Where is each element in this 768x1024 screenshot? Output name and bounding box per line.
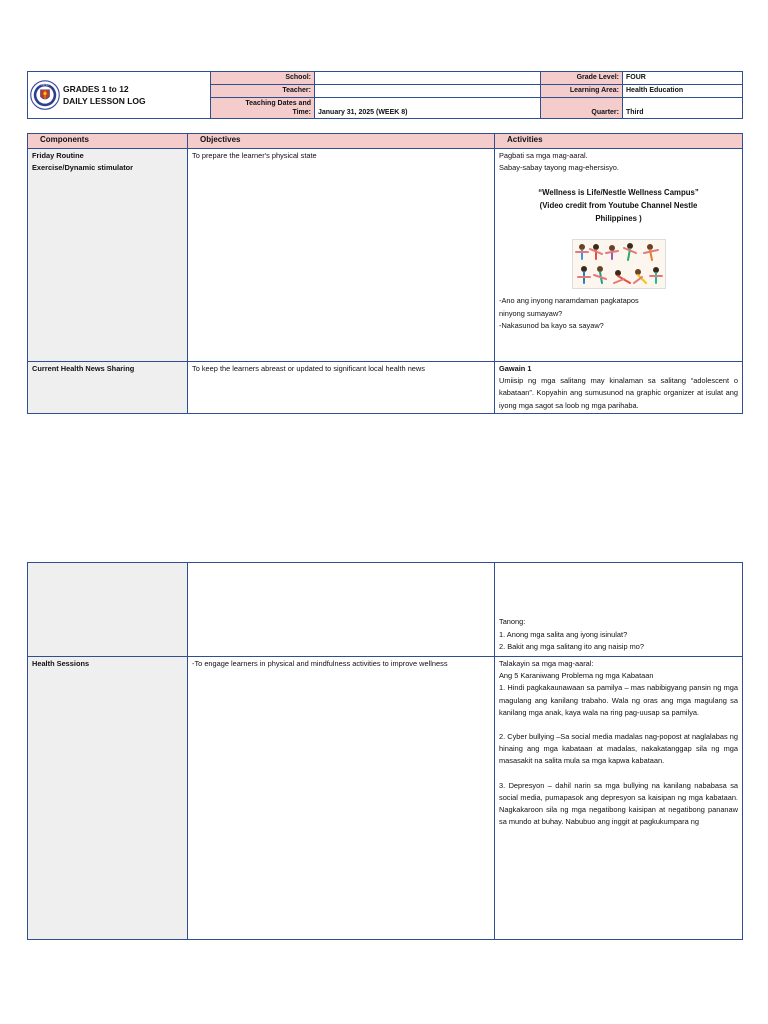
column-header-objectives: Objectives: [188, 134, 495, 149]
school-label: School:: [211, 72, 315, 85]
gawain-instructions: Umiisip ng mga salitang may kinalaman sa salitang “adolescent o kabataan”. Kopyahin ang sumusunod na graphic organizer at isulat ang iyong mga sagot sa loob ng mga parihaba.: [499, 376, 738, 410]
discussion-intro: Talakayin sa mga mag-aaral:: [499, 659, 594, 668]
exercising-kids-illustration: [572, 239, 666, 289]
header-title-line2: DAILY LESSON LOG: [63, 96, 146, 106]
component-cell: [28, 149, 188, 362]
objective-cell: [188, 563, 495, 657]
component-cell: Current Health News Sharing: [28, 362, 188, 414]
teaching-dates-label-1: Teaching Dates and: [245, 100, 311, 107]
objective-cell: To keep the learners abreast or updated to significant local health news: [188, 362, 495, 414]
video-title: “Wellness is Life/Nestle Wellness Campus”: [538, 188, 699, 198]
activity-question: ninyong sumayaw?: [499, 308, 563, 318]
teacher-label: Teacher:: [211, 85, 315, 98]
objective-cell: -To engage learners in physical and mindfulness activities to improve wellness: [188, 657, 495, 940]
table-row-health-sessions: [28, 657, 743, 940]
activity-text: Sabay-sabay tayong mag-ehersisyo.: [499, 163, 619, 173]
teaching-dates-value: January 31, 2025 (WEEK 8): [315, 98, 541, 119]
table-row-health-news-continued: [28, 563, 743, 657]
activities-cell: [495, 563, 743, 657]
header-title-line1: GRADES 1 to 12: [63, 84, 129, 94]
learning-area-label: Learning Area:: [541, 85, 623, 98]
grade-level-label: Grade Level:: [541, 72, 623, 85]
activity-question: -Nakasunod ba kayo sa sayaw?: [499, 320, 604, 330]
tanong-question: 2. Bakit ang mga salitang ito ang naisip mo?: [499, 641, 645, 651]
table-row-health-news: [28, 362, 743, 414]
video-credit: (Video credit from Youtube Channel Nestle: [539, 201, 698, 211]
lesson-log-header: [27, 71, 743, 119]
activities-cell: [495, 149, 743, 362]
deped-seal-icon: [30, 80, 60, 110]
activity-text: Pagbati sa mga mag-aaral.: [499, 151, 588, 160]
objective-cell: To prepare the learner's physical state: [188, 149, 495, 362]
teacher-value: [315, 85, 541, 98]
video-credit: Philippines ): [595, 214, 642, 224]
svg-text:DEPED: DEPED: [40, 83, 50, 87]
gawain-title: Gawain 1: [499, 364, 532, 373]
header-logo-cell: [28, 72, 211, 119]
discussion-topic: Ang 5 Karaniwang Problema ng mga Kabataan: [499, 671, 654, 681]
problem-item: 2. Cyber bullying –Sa social media madalas nag-popost at naglalabas ng hinaing ang mga kabataan at madalas, nakakatanggap sila ng mga masasakit na salita mula sa mga kapwa kabataan.: [499, 732, 738, 766]
grade-level-value: FOUR: [623, 72, 743, 85]
quarter-label: Quarter:: [541, 98, 623, 119]
tanong-label: Tanong:: [499, 617, 526, 627]
component-label: Exercise/Dynamic stimulator: [32, 163, 134, 173]
column-header-activities: Activities: [495, 134, 743, 149]
teaching-dates-label: [211, 98, 315, 119]
component-cell: [28, 563, 188, 657]
lesson-log-table-continued: [27, 562, 743, 940]
table-row-friday-routine: [28, 149, 743, 362]
activity-question: -Ano ang inyong naramdaman pagkatapos: [499, 296, 639, 306]
activities-cell: [495, 657, 743, 940]
activities-cell: [495, 362, 743, 414]
learning-area-value: Health Education: [623, 85, 743, 98]
school-value: [315, 72, 541, 85]
lesson-log-table: [27, 133, 743, 414]
teaching-dates-label-2: Time:: [292, 109, 311, 116]
component-label: Friday Routine: [32, 151, 84, 160]
tanong-question: 1. Anong mga salita ang iyong isinulat?: [499, 629, 628, 639]
problem-item: 3. Depresyon – dahil narin sa mga bullying na kanilang nababasa sa social media, pumapasok ang depresyon sa kaisipan ng mga kabataan. Nagkakaroon sila ng mga negatibong kaisipan at negatibong pananaw sa mundo at buhay. Nabubuo ang inggit at pagkukumpara ng: [499, 780, 738, 827]
problem-item: 1. Hindi pagkakaunawaan sa pamilya – mas nabibigyang pansin ng mga magulang ang kanilang trabaho. Wala ng oras ang mga magulang sa kanilang mga anak, kaya wala na ring pag-uusap sa pamilya.: [499, 683, 738, 717]
component-cell: Health Sessions: [28, 657, 188, 940]
quarter-value: Third: [623, 98, 743, 119]
column-header-components: Components: [28, 134, 188, 149]
